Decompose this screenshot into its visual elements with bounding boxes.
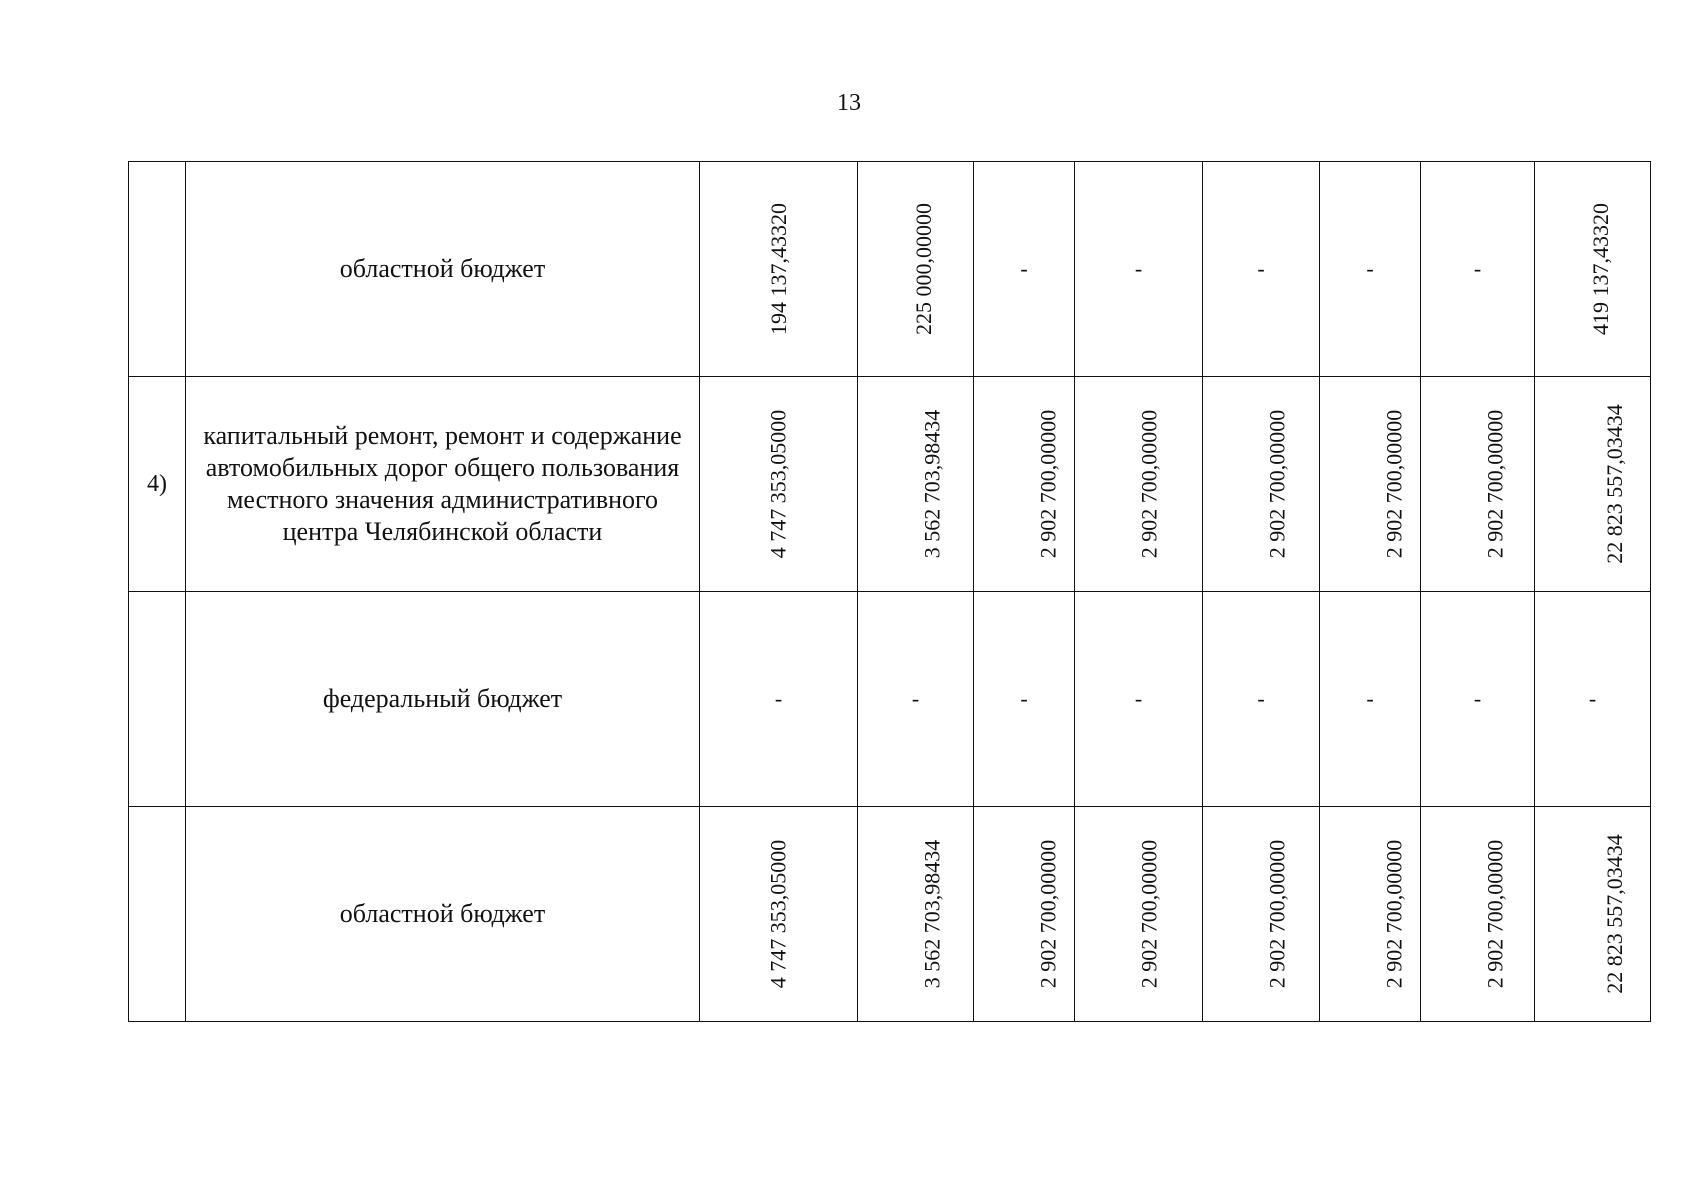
row-label-text: областной бюджет <box>339 254 546 283</box>
value-text: 4 747 353,05000 <box>765 839 791 989</box>
value-text: - <box>1257 256 1265 281</box>
value-cell <box>700 377 858 592</box>
value-cell <box>700 162 858 377</box>
value-cell <box>1421 162 1535 377</box>
table-row <box>129 592 1651 807</box>
row-label-text: областной бюджет <box>339 899 546 928</box>
value-cell <box>1075 807 1203 1022</box>
table-row <box>129 807 1651 1022</box>
value-text: - <box>911 686 920 711</box>
value-cell <box>858 592 974 807</box>
row-number: 4) <box>129 377 186 592</box>
row-label <box>186 592 700 807</box>
value-cell <box>974 807 1075 1022</box>
row-label <box>186 377 700 592</box>
value-text: 2 902 700,00000 <box>1482 839 1508 989</box>
value-text: - <box>1473 686 1482 711</box>
row-label-text: федеральный бюджет <box>322 684 563 713</box>
value-text: 194 137,43320 <box>765 203 791 335</box>
value-cell <box>1203 162 1320 377</box>
value-text: - <box>1134 686 1143 711</box>
value-cell <box>1535 162 1651 377</box>
value-text: 2 902 700,00000 <box>1035 839 1061 989</box>
value-cell <box>1203 807 1320 1022</box>
value-cell <box>1421 377 1535 592</box>
value-text: - <box>1134 256 1143 281</box>
value-text: 3 562 703,98434 <box>919 839 945 989</box>
value-cell <box>1320 377 1421 592</box>
value-text: 225 000,00000 <box>911 203 936 335</box>
value-cell <box>1075 162 1203 377</box>
value-cell <box>1421 807 1535 1022</box>
value-cell <box>858 162 974 377</box>
value-text: 4 747 353,05000 <box>765 409 791 559</box>
value-text: 2 902 700,00000 <box>1482 409 1508 559</box>
value-text: 2 902 700,00000 <box>1381 409 1407 559</box>
value-text: 2 902 700,00000 <box>1264 409 1290 559</box>
value-cell <box>1421 592 1535 807</box>
value-cell <box>1320 592 1421 807</box>
page-number: 13 <box>837 90 861 116</box>
row-number <box>129 592 186 807</box>
value-cell <box>1203 377 1320 592</box>
value-text: 2 902 700,00000 <box>1264 839 1290 989</box>
value-cell <box>1075 377 1203 592</box>
value-cell <box>974 592 1075 807</box>
value-cell <box>1535 592 1651 807</box>
value-text: - <box>1020 686 1028 711</box>
value-cell <box>1535 807 1651 1022</box>
value-cell <box>974 377 1075 592</box>
value-text: - <box>1257 686 1265 711</box>
value-text: - <box>1588 686 1597 711</box>
value-cell <box>974 162 1075 377</box>
row-number <box>129 807 186 1022</box>
value-cell <box>700 807 858 1022</box>
value-cell <box>700 592 858 807</box>
value-cell <box>858 377 974 592</box>
value-text: 22 823 557,03434 <box>1601 404 1627 564</box>
value-cell <box>858 807 974 1022</box>
value-text: - <box>774 686 783 711</box>
value-text: - <box>1366 686 1374 711</box>
value-text: 2 902 700,00000 <box>1136 839 1162 989</box>
value-text: 2 902 700,00000 <box>1136 409 1162 559</box>
row-label-text: капитальный ремонт, ремонт и содержание автомобильных дорог общего пользования местного значения административного центра Челябинской области <box>203 421 682 546</box>
value-cell <box>1203 592 1320 807</box>
value-text: - <box>1020 256 1028 281</box>
row-label <box>186 807 700 1022</box>
value-text: - <box>1366 256 1374 281</box>
row-number <box>129 162 186 377</box>
value-text: 2 902 700,00000 <box>1035 409 1061 559</box>
value-cell <box>1320 162 1421 377</box>
value-cell <box>1535 377 1651 592</box>
table-row <box>129 162 1651 377</box>
value-cell <box>1320 807 1421 1022</box>
row-label <box>186 162 700 377</box>
value-text: 2 902 700,00000 <box>1381 839 1407 989</box>
table-row <box>129 377 1651 592</box>
value-text: 419 137,43320 <box>1588 203 1613 335</box>
value-text: - <box>1473 256 1482 281</box>
value-text: 22 823 557,03434 <box>1601 834 1627 994</box>
value-text: 3 562 703,98434 <box>919 409 945 559</box>
budget-table <box>128 161 1651 1022</box>
value-cell <box>1075 592 1203 807</box>
